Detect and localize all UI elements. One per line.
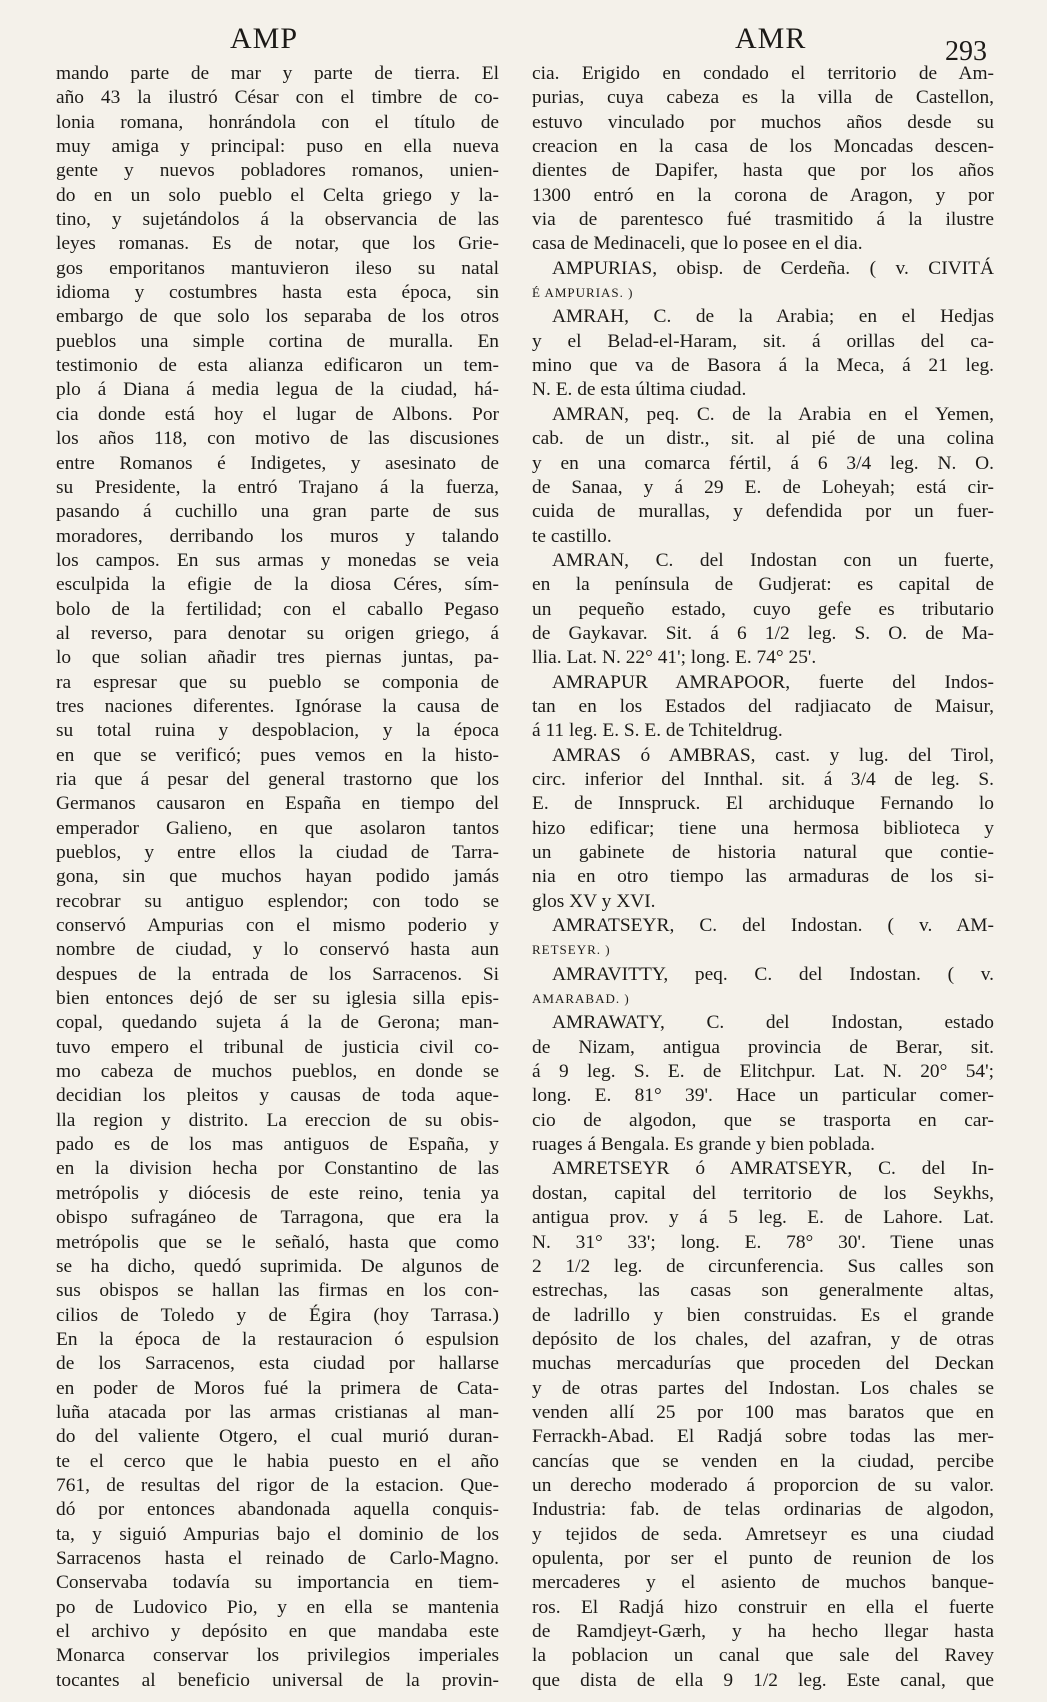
- text-line: su Presidente, la entró Trajano á la fuerza,: [56, 476, 499, 498]
- text-line: AMARABAD. ): [532, 991, 630, 1007]
- text-line: mino que va de Basora á la Meca, á 21 leg.: [532, 355, 994, 377]
- text-line: dó por entonces abandonada aquella conquis-: [56, 1499, 499, 1521]
- text-line: Sarracenos hasta el reinado de Carlo-Magno.: [56, 1547, 499, 1569]
- right-column: [532, 62, 994, 1693]
- text-line: moradores, derribando los muros y talando: [56, 525, 499, 547]
- text-line: emperador Galieno, en que asolaron tantos: [56, 817, 499, 839]
- text-line: do del valiente Otgero, el cual murió duran-: [56, 1426, 499, 1448]
- text-line: á 11 leg. E. S. E. de Tchiteldrug.: [532, 720, 783, 742]
- text-line: É AMPURIAS. ): [532, 285, 634, 301]
- text-line: Industria: fab. de telas ordinarias de algodon,: [532, 1499, 994, 1521]
- text-line: N. E. de esta última ciudad.: [532, 379, 747, 401]
- text-line: gos emporitanos mantuvieron ileso su natal: [56, 257, 499, 279]
- running-header-left: AMP: [230, 22, 299, 55]
- text-line: muy amiga y principal: puso en ella nueva: [56, 136, 499, 158]
- entry-headword-line: AMRAS ó AMBRAS, cast. y lug. del Tirol,: [552, 744, 994, 766]
- text-line: esculpida la efigie de la diosa Céres, sím-: [56, 574, 499, 596]
- text-line: el archivo y depósito en que mandaba este: [56, 1621, 499, 1642]
- text-line: mo cabeza de muchos pueblos, en donde se: [56, 1061, 499, 1083]
- entry-headword-line: AMRAVITTY, peq. C. del Indostan. ( v.: [552, 963, 994, 985]
- text-line: bien entonces dejó de ser su iglesia silla epis-: [56, 988, 499, 1010]
- text-line: casa de Medinaceli, que lo posee en el dia.: [532, 233, 863, 255]
- text-line: la poblacion un canal que sale del Ravey: [532, 1645, 994, 1667]
- text-line: á 9 leg. S. E. de Elitchpur. Lat. N. 20° 54';: [532, 1061, 994, 1083]
- text-line: se ha dicho, quedó suprimida. De algunos de: [56, 1255, 499, 1277]
- text-line: muchas mercadurías que proceden del Deckan: [532, 1353, 994, 1375]
- text-line: mercaderes y el asiento de muchos banque-: [532, 1572, 994, 1594]
- text-line: circ. inferior del Innthal. sit. á 3/4 de leg. S.: [532, 768, 994, 790]
- text-line: Ferrackh-Abad. El Radjá sobre todas las mer-: [532, 1426, 994, 1448]
- text-line: su total ruina y despoblacion, y la época: [56, 720, 499, 742]
- text-line: metrópolis y diócesis de este reino, tenia ya: [56, 1182, 499, 1204]
- text-line: tocantes al beneficio universal de la provin-: [56, 1669, 499, 1691]
- entry-headword-line: AMRAN, C. del Indostan con un fuerte,: [552, 549, 994, 571]
- text-line: ria que á pesar del general trastorno que los: [56, 768, 499, 790]
- text-line: RETSEYR. ): [532, 942, 611, 958]
- text-line: de ladrillo y bien construidas. Es el grande: [532, 1304, 994, 1326]
- entry-headword-line: AMRAN, peq. C. de la Arabia en el Yemen,: [552, 403, 994, 425]
- running-header-right: AMR: [735, 22, 807, 55]
- text-line: pado es de los mas antiguos de España, y: [56, 1134, 499, 1156]
- text-line: un gabinete de historia natural que contie-: [532, 842, 994, 863]
- text-line: Conservaba todavía su importancia en tiem-: [56, 1572, 499, 1594]
- text-line: copal, quedando sujeta á la de Gerona; man-: [56, 1012, 499, 1034]
- text-line: lla region y distrito. La ereccion de su obis-: [56, 1109, 499, 1131]
- text-line: llia. Lat. N. 22° 41'; long. E. 74° 25'.: [532, 647, 817, 669]
- text-line: gona, sin que muchos hayan podido jamás: [56, 866, 499, 888]
- text-line: los años 118, con motivo de las discusiones: [56, 428, 499, 450]
- text-line: purias, cuya cabeza es la villa de Castellon,: [532, 87, 994, 109]
- text-line: tuvo empero el tribunal de justicia civil co-: [56, 1036, 499, 1058]
- text-line: opulenta, por ser el punto de reunion de los: [532, 1547, 994, 1569]
- text-line: en la division hecha por Constantino de las: [56, 1158, 499, 1180]
- left-column: [56, 62, 499, 1693]
- text-line: pasando á cuchillo una gran parte de sus: [56, 501, 499, 523]
- entry-headword-line: AMRETSEYR ó AMRATSEYR, C. del In-: [552, 1158, 994, 1180]
- text-line: cia. Erigido en condado el territorio de Am-: [532, 63, 994, 84]
- text-line: en poder de Moros fué la primera de Cata-: [56, 1377, 499, 1399]
- text-line: lonia romana, honrándola con el título de: [56, 111, 499, 133]
- page-number: 293: [945, 36, 987, 67]
- text-line: po de Ludovico Pio, y en ella se mantenia: [56, 1596, 499, 1618]
- text-line: 1300 entró en la corona de Aragon, y por: [532, 184, 994, 206]
- text-line: estrechas, las casas son generalmente altas,: [532, 1280, 994, 1302]
- text-line: pueblos una simple cortina de muralla. En: [56, 330, 499, 352]
- text-line: de Sanaa, y á 29 E. de Loheyah; está cir-: [532, 476, 994, 498]
- text-line: embargo de que solo los separaba de los otros: [56, 306, 499, 328]
- text-line: despues de la entrada de los Sarracenos. Si: [56, 963, 499, 985]
- text-line: do en un solo pueblo el Celta griego y la-: [56, 184, 499, 206]
- text-line: 761, de resultas del rigor de la estacion. Que-: [56, 1474, 499, 1496]
- text-line: decidian los pleitos y causas de toda aque-: [56, 1085, 499, 1107]
- text-line: cancías que se venden en la ciudad, percibe: [532, 1450, 994, 1472]
- text-line: ra espresar que su pueblo se componia de: [56, 671, 499, 693]
- text-line: En la época de la restauracion ó espulsion: [56, 1328, 499, 1350]
- text-line: dostan, capital del territorio de los Seykhs,: [532, 1182, 994, 1204]
- text-line: y el Belad-el-Haram, sit. á orillas del ca-: [532, 330, 994, 352]
- text-line: glos XV y XVI.: [532, 890, 656, 912]
- text-line: 2 1/2 leg. de circunferencia. Sus calles son: [532, 1255, 994, 1277]
- text-line: y tejidos de seda. Amretseyr es una ciudad: [532, 1523, 994, 1545]
- text-line: un pequeño estado, cuyo gefe es tributario: [532, 598, 994, 620]
- text-line: creacion en la casa de los Moncadas descen-: [532, 136, 994, 158]
- text-line: venden allí 25 por 100 mas baratos que en: [532, 1401, 994, 1423]
- text-line: de Ramdjeyt-Gærh, y ha hecho llegar hasta: [532, 1621, 994, 1642]
- text-line: y de otras partes del Indostan. Los chales se: [532, 1377, 994, 1399]
- entry-headword-line: AMRAH, C. de la Arabia; en el Hedjas: [552, 306, 994, 328]
- text-line: de Gaykavar. Sit. á 6 1/2 leg. S. O. de Ma-: [532, 622, 994, 644]
- text-line: luña atacada por las armas cristianas al man-: [56, 1401, 499, 1423]
- text-line: dientes de Dapifer, hasta que por los años: [532, 160, 994, 182]
- text-line: en que se verificó; pues vemos en la histo-: [56, 744, 499, 766]
- text-line: cuida de murallas, y defendida por un fuer-: [532, 501, 994, 523]
- entry-headword-line: AMRAPUR AMRAPOOR, fuerte del Indos-: [552, 671, 994, 693]
- text-line: de Nizam, antigua provincia de Berar, sit.: [532, 1036, 994, 1058]
- text-line: via de parentesco fué trasmitido á la ilustre: [532, 209, 994, 231]
- entry-headword-line: AMPURIAS, obisp. de Cerdeña. ( v. CIVITÁ: [552, 257, 994, 279]
- text-line: un derecho moderado á proporcion de su valor.: [532, 1474, 994, 1496]
- text-line: nombre de ciudad, y lo conservó hasta aun: [56, 939, 499, 961]
- text-line: cio de algodon, que se trasporta en car-: [532, 1109, 994, 1131]
- text-line: obispo sufragáneo de Tarragona, que era la: [56, 1207, 499, 1229]
- text-line: te castillo.: [532, 525, 612, 547]
- text-line: N. 31° 33'; long. E. 78° 30'. Tiene unas: [532, 1231, 994, 1253]
- text-line: que dista de ella 9 1/2 leg. Este canal, que: [532, 1669, 994, 1691]
- text-line: cia donde está hoy el lugar de Albons. Por: [56, 403, 499, 425]
- text-line: ros. El Radjá hizo construir en ella el fuerte: [532, 1596, 994, 1618]
- text-line: en la península de Gudjerat: es capital de: [532, 574, 994, 596]
- text-line: lo que solian añadir tres piernas juntas, pa-: [56, 647, 499, 669]
- text-line: sus obispos se hallan las firmas en los con-: [56, 1280, 499, 1302]
- text-line: testimonio de esta alianza edificaron un tem-: [56, 355, 499, 377]
- text-line: ta, y siguió Ampurias bajo el dominio de los: [56, 1523, 499, 1545]
- text-line: idioma y costumbres hasta esta época, sin: [56, 282, 499, 304]
- entry-headword-line: AMRATSEYR, C. del Indostan. ( v. AM-: [552, 915, 994, 937]
- text-line: de los Sarracenos, esta ciudad por hallarse: [56, 1353, 499, 1375]
- text-line: y en una comarca fértil, á 6 3/4 leg. N. O.: [532, 452, 994, 474]
- text-line: long. E. 81° 39'. Hace un particular comer-: [532, 1085, 994, 1107]
- text-line: plo á Diana á media legua de la ciudad, há-: [56, 379, 499, 401]
- text-line: bolo de la fertilidad; con el caballo Pegaso: [56, 598, 499, 620]
- text-line: leyes romanas. Es de notar, que los Grie-: [56, 233, 499, 255]
- text-line: cilios de Toledo y de Égira (hoy Tarrasa.): [56, 1304, 499, 1326]
- text-line: te el cerco que le habia puesto en el año: [56, 1450, 499, 1472]
- text-line: Germanos causaron en España en tiempo del: [56, 793, 499, 815]
- text-line: conservó Ampurias con el mismo poderio y: [56, 915, 499, 937]
- text-line: los campos. En sus armas y monedas se veia: [56, 549, 499, 571]
- entry-headword-line: AMRAWATY, C. del Indostan, estado: [552, 1012, 994, 1034]
- text-line: nia en otro tiempo las armaduras de los si-: [532, 866, 994, 888]
- text-line: entre Romanos é Indigetes, y asesinato de: [56, 452, 499, 474]
- text-line: estuvo vinculado por muchos años desde su: [532, 111, 994, 133]
- text-line: ruages á Bengala. Es grande y bien poblada.: [532, 1134, 875, 1156]
- text-line: cab. de un distr., sit. al pié de una colina: [532, 428, 994, 450]
- text-line: tino, y sujetándolos á la observancia de las: [56, 209, 499, 231]
- text-line: pueblos, y entre ellos la ciudad de Tarra-: [56, 842, 499, 863]
- text-line: Monarca conservar los privilegios imperiales: [56, 1645, 499, 1667]
- text-line: E. de Innspruck. El archiduque Fernando lo: [532, 793, 994, 815]
- text-line: tres naciones diferentes. Ignórase la causa de: [56, 695, 499, 717]
- text-line: mando parte de mar y parte de tierra. El: [56, 63, 499, 84]
- text-line: antigua prov. y á 5 leg. E. de Lahore. Lat.: [532, 1207, 994, 1229]
- text-line: metrópolis que se le señaló, hasta que como: [56, 1231, 499, 1253]
- text-line: al reverso, para denotar su origen griego, á: [56, 622, 499, 644]
- text-line: depósito de los chales, del azafran, y de otras: [532, 1328, 994, 1350]
- text-line: tan en los Estados del radjiacato de Maisur,: [532, 695, 994, 717]
- text-line: gente y nuevos pobladores romanos, unien-: [56, 160, 499, 182]
- text-line: hizo edificar; tiene una hermosa biblioteca y: [532, 817, 994, 839]
- text-line: recobrar su antiguo esplendor; con todo se: [56, 890, 499, 912]
- text-line: año 43 la ilustró César con el timbre de co-: [56, 87, 499, 109]
